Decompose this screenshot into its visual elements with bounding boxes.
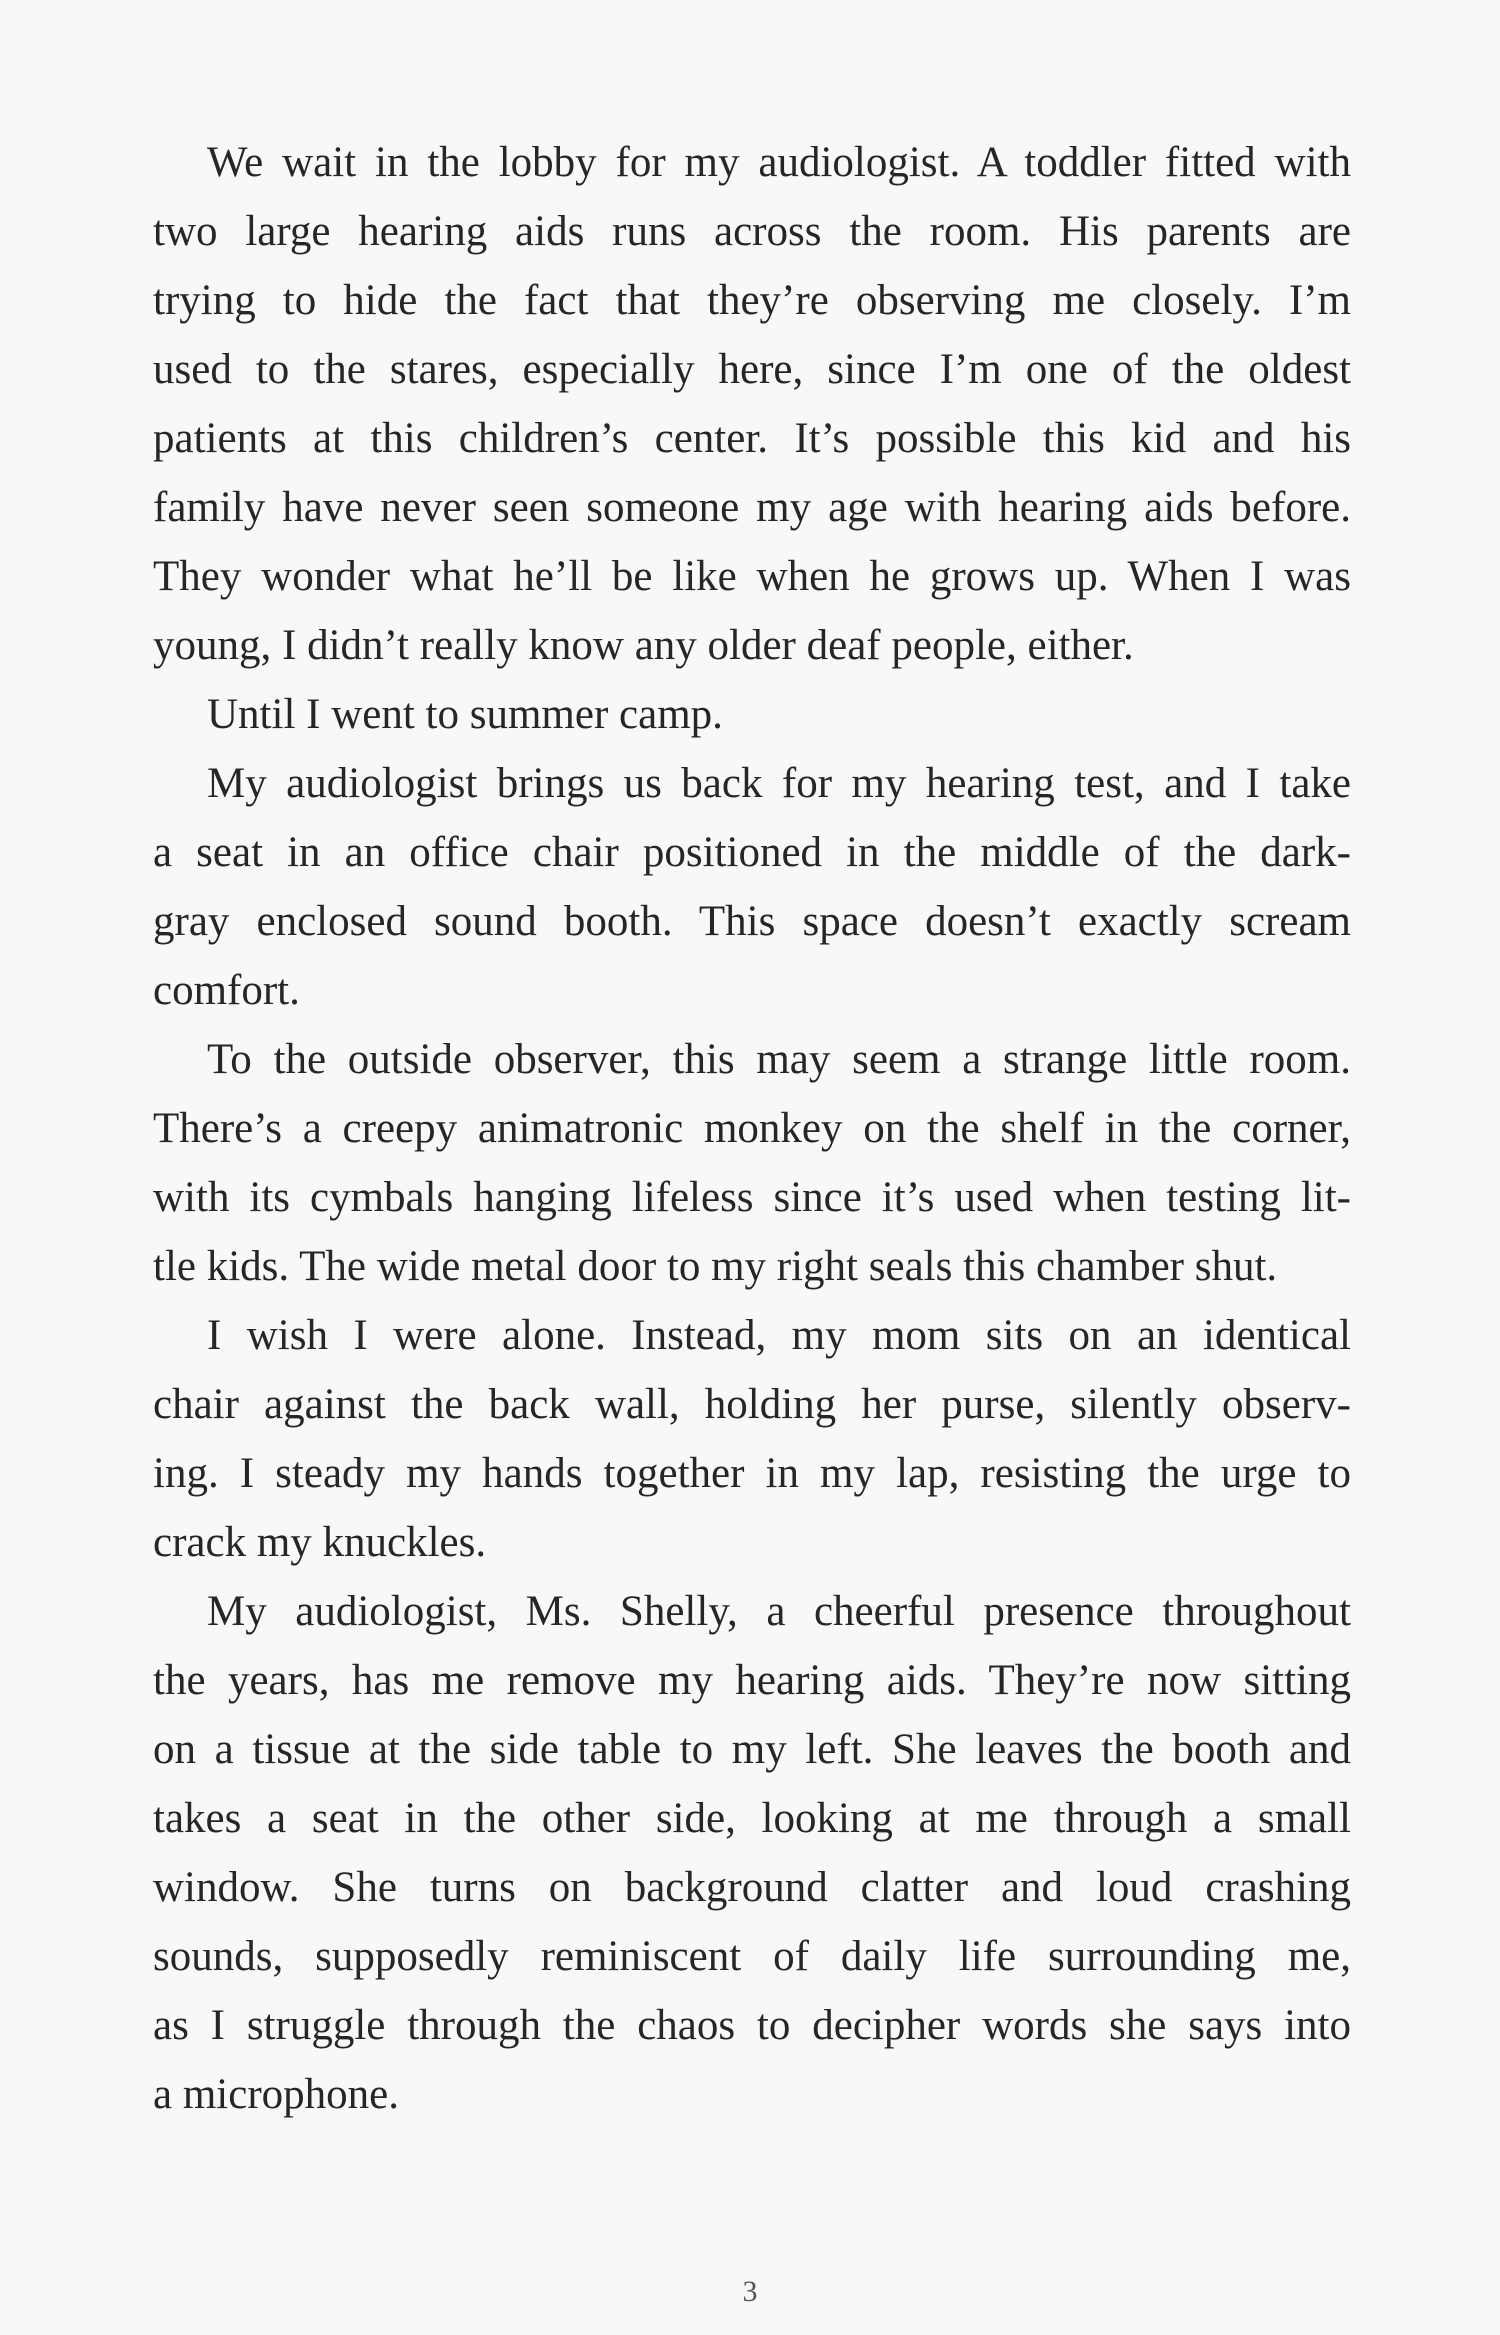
text-line: used to the stares, especially here, since I’m one of the oldest [153,346,1351,393]
paragraph [153,749,1351,1025]
text-line: trying to hide the fact that they’re observing me closely. I’m [153,277,1351,324]
body-text [153,128,1351,2129]
text-line: a seat in an office chair positioned in the middle of the dark- [153,829,1351,876]
paragraph [153,680,1351,749]
text-line: crack my knuckles. [153,1519,487,1566]
text-line: We wait in the lobby for my audiologist. A toddler fitted with [207,139,1351,186]
paragraph [153,1301,1351,1577]
text-line: as I struggle through the chaos to decipher words she says into [153,2002,1351,2049]
text-line: family have never seen someone my age with hearing aids before. [153,484,1351,531]
text-line: young, I didn’t really know any older deaf people, either. [153,622,1134,669]
text-line: My audiologist, Ms. Shelly, a cheerful presence throughout [207,1588,1351,1635]
text-line: Until I went to summer camp. [207,691,723,738]
text-line: To the outside observer, this may seem a strange little room. [207,1036,1351,1083]
text-line: There’s a creepy animatronic monkey on the shelf in the corner, [153,1105,1351,1152]
text-line: tle kids. The wide metal door to my right seals this chamber shut. [153,1243,1278,1290]
text-line: patients at this children’s center. It’s possible this kid and his [153,415,1351,462]
text-line: two large hearing aids runs across the room. His parents are [153,208,1351,255]
text-line: sounds, supposedly reminiscent of daily life surrounding me, [153,1933,1351,1980]
text-line: I wish I were alone. Instead, my mom sits on an identical [207,1312,1351,1359]
page-number: 3 [742,2275,758,2308]
text-line: They wonder what he’ll be like when he grows up. When I was [153,553,1351,600]
text-line: gray enclosed sound booth. This space doesn’t exactly scream [153,898,1351,945]
paragraph [153,1577,1351,2129]
text-line: with its cymbals hanging lifeless since it’s used when testing lit- [153,1174,1351,1221]
text-line: chair against the back wall, holding her purse, silently observ- [153,1381,1351,1428]
text-line: takes a seat in the other side, looking at me through a small [153,1795,1351,1842]
paragraph [153,128,1351,680]
text-line: a microphone. [153,2071,399,2118]
text-line: My audiologist brings us back for my hearing test, and I take [207,760,1351,807]
text-line: comfort. [153,967,300,1014]
text-line: on a tissue at the side table to my left. She leaves the booth and [153,1726,1351,1773]
text-line: window. She turns on background clatter and loud crashing [153,1864,1351,1911]
paragraph [153,1025,1351,1301]
text-line: ing. I steady my hands together in my lap, resisting the urge to [153,1450,1351,1497]
text-line: the years, has me remove my hearing aids. They’re now sitting [153,1657,1351,1704]
